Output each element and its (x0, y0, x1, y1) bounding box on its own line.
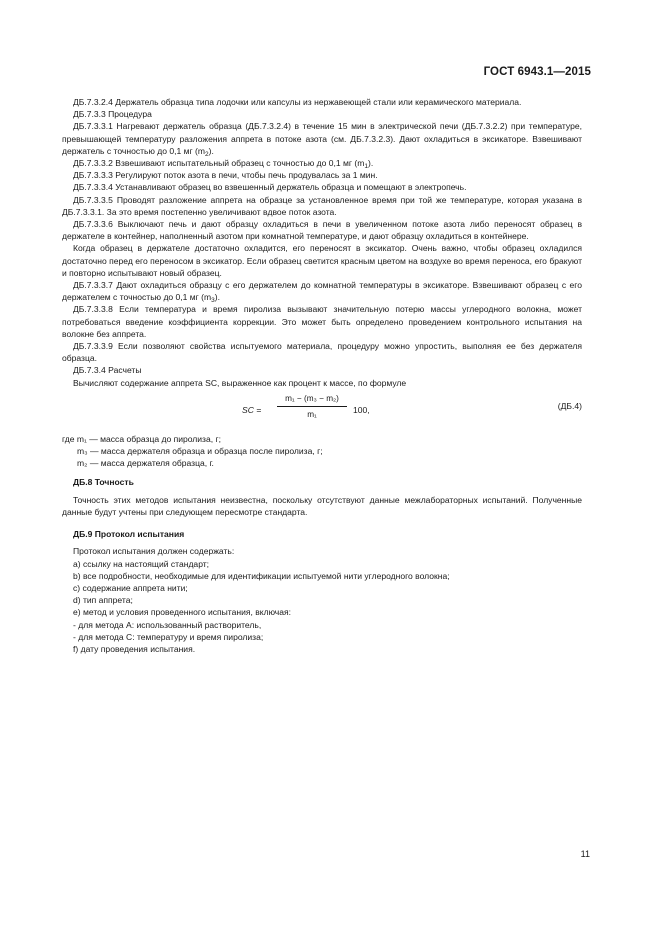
list-item: d) тип аппрета; (73, 595, 133, 606)
list-item: а) ссылку на настоящий стандарт; (73, 558, 210, 569)
paragraph: ДБ.7.3.3.5 Проводят разложение аппрета на образце за установленное время при той же температуре, которая указана в ДБ.7.3.3.1. За это время постепенно увеличивают вдвое поток азота. (62, 194, 582, 217)
fraction-bar (277, 406, 347, 407)
paragraph: Точность этих методов испытания неизвестна, поскольку отсутствуют данные межлабораторных испытаний. Полученные данные будут учтены при следующем пересмотре стандарта. (62, 494, 582, 517)
subsection-heading: ДБ.7.3.3 Процедура (73, 109, 152, 120)
section-heading-report: ДБ.9 Протокол испытания (73, 529, 185, 540)
paragraph: ДБ.7.3.3.1 Нагревают держатель образца (ДБ.7.3.2.4) в течение 15 мин в электрической печи (ДБ.7.3.2.2) при температуре, превышающей температуру разложения аппрета в потоке азота (см. ДБ.7.3.2.3). Дают охладиться в эксикаторе. Взвешивают держатель с точностью до 0,1 мг $(m_2)$. (62, 121, 582, 158)
document-body (62, 96, 582, 655)
list-item: f) дату проведения испытания. (73, 643, 196, 654)
list-item: e) метод и условия проведенного испытания, включая: (73, 607, 292, 618)
list-item: - для метода С: температуру и время пиролиза; (73, 631, 264, 642)
list-item: b) все подробности, необходимые для идентификации испытуемой нити углеродного волокна; (73, 570, 450, 581)
paragraph: ДБ.7.3.3.6 Выключают печь и дают образцу охладиться в печи в увеличенном потоке азота либо переносят образец в держателе в контейнер, наполненный азотом при комнатной температуре, и дают образцу охладиться в контейнере. (62, 219, 582, 242)
subsection-heading: ДБ.7.3.4 Расчеты (73, 365, 142, 376)
formula-denominator: m₁ (307, 410, 317, 420)
section-heading-accuracy: ДБ.8 Точность (73, 477, 134, 488)
paragraph: ДБ.7.3.2.4 Держатель образца типа лодочки или капсулы из нержавеющей стали или керамического материала. (73, 97, 522, 107)
paragraph: ДБ.7.3.3.9 Если позволяют свойства испытуемого материала, процедуру можно упростить, выполняя ее без держателя образца. (62, 341, 582, 364)
standard-number-header: ГОСТ 6943.1—2015 (483, 66, 591, 78)
formula-multiplier: 100, (353, 404, 370, 415)
formula-lhs: SC = (242, 404, 262, 415)
formula-definitions (62, 433, 582, 470)
list-item: c) содержание аппрета нити; (73, 582, 188, 593)
report-items-list (62, 558, 582, 656)
equation-number: (ДБ.4) (557, 400, 582, 411)
formula-sc (62, 391, 582, 429)
paragraph: Вычисляют содержание аппрета SC, выраженное как процент к массе, по формуле (73, 377, 407, 388)
formula-numerator: m₁ − (m₃ − m₂) (285, 393, 339, 403)
list-item: - для метода А: использованный растворитель, (73, 619, 262, 630)
paragraph: ДБ.7.3.3.2 Взвешивают испытательный образец с точностью до 0,1 мг $(m_1)$. (73, 158, 374, 171)
page-number: 11 (580, 849, 590, 859)
paragraph: ДБ.7.3.3.4 Устанавливают образец во взвешенный держатель образца и помещают в электропечь. (73, 182, 467, 193)
definition-row: m₂ — масса держателя образца, г. (77, 458, 214, 469)
paragraph: Протокол испытания должен содержать: (73, 546, 235, 557)
paragraph: ДБ.7.3.3.3 Регулируют поток азота в печи, чтобы печь продувалась за 1 мин. (73, 170, 378, 181)
paragraph: ДБ.7.3.3.7 Дают охладиться образцу с его держателем до комнатной температуры в эксикаторе. Взвешивают образец с его держателем с точностью до 0,1 мг $(m_3)$. (62, 280, 582, 305)
paragraph: Когда образец в держателе достаточно охладится, его переносят в эксикатор. Очень важно, чтобы образец охладился достаточно перед его переносом в эксикатор. Если образец светится красным цветом на воздухе во время переноса, его бракуют и повторно испытывают новый образец. (62, 243, 582, 278)
definition-row: где m₁ — масса образца до пиролиза, г; (62, 433, 221, 444)
definition-row: m₃ — масса держателя образца и образца после пиролиза, г; (77, 446, 323, 457)
paragraph: ДБ.7.3.3.8 Если температура и время пиролиза вызывают значительную потерю массы углеродного волокна, может потребоваться введение коэффициента коррекции. Это может быть определено проведением контрольного испытания на волокне без аппрета. (62, 304, 582, 339)
formula-fraction (277, 393, 347, 421)
